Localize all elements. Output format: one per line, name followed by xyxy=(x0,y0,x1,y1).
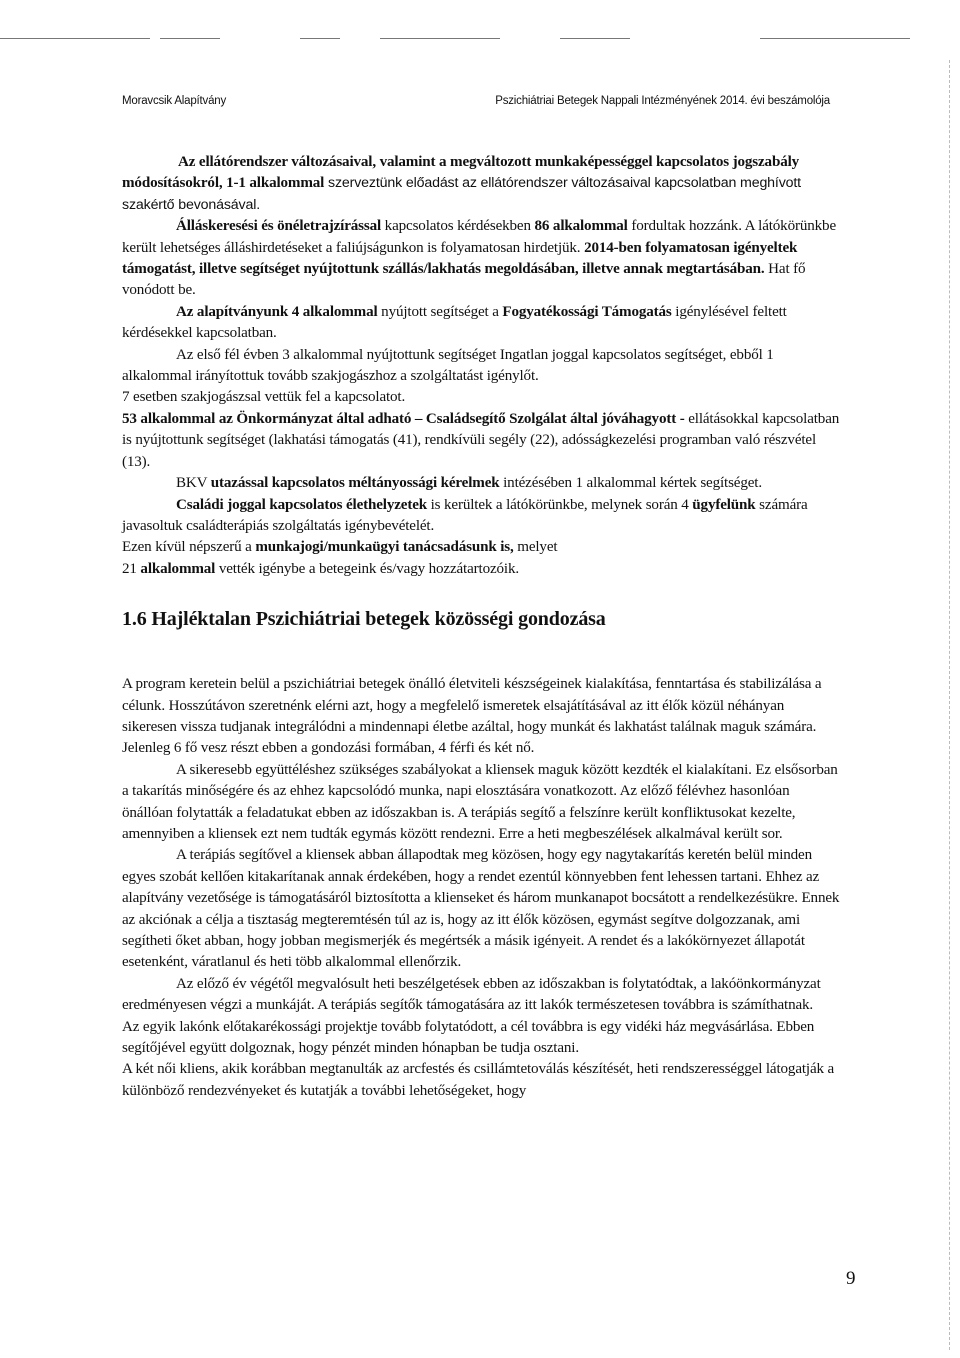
text: igénylésével feltett kérdésekkel kapcsolatban. xyxy=(122,303,787,342)
text: számára javasoltuk családterápiás szolgáltatás igénybevételét. xyxy=(122,496,808,534)
paragraph: A program keretein belül a pszichiátriai betegek önálló életviteli készségeinek kialakítása, fenntartása és stabilizálása a célunk. Hosszútávon szeretnénk elérni azt, hogy a megfelelő ismeretek elsajátításával az itt élők közül néhányan sikeresen vissza tudjanak integrálódni a mindennapi életbe azáltal, hogy munkát és lakhatást találnak maguk számára. Jelenleg 6 fő vesz részt ebben a gondozási formában, 4 férfi és két nő. xyxy=(122,676,822,757)
bold-text: Az alapítványunk 4 alkalommal xyxy=(176,303,378,320)
text: BKV xyxy=(176,475,211,492)
paragraph: Az egyik lakónk előtakarékossági projektje tovább folytatódott, a cél továbbra is egy vidéki ház megvásárlása. Ebben segítőjével együtt dolgoznak, hogy pénzét minden hónapban be tudja osztani. xyxy=(122,1018,815,1057)
bold-text: alkalommal xyxy=(140,560,216,577)
bold-text: 2014-ben folyamatosan igényeltek támogatást, illetve segítséget nyújtottunk szállás/lakhatás megoldásában, illetve annak megtartásában. xyxy=(122,239,798,278)
bold-text: Családi joggal kapcsolatos élethelyzetek xyxy=(176,496,427,513)
scan-artifact-side-line xyxy=(948,60,950,1350)
text: Hat fő vonódott be. xyxy=(122,261,806,299)
bold-text: munkajogi/munkaügyi tanácsadásunk is, xyxy=(255,539,514,556)
paragraph xyxy=(122,495,842,538)
scan-artifact-top-line xyxy=(0,38,960,48)
text: intézésében 1 alkalommal kértek segítséget. xyxy=(499,475,762,492)
text: szerveztünk előadást az ellátórendszer változásaival kapcsolatban meghívott szakértő bevonásával. xyxy=(122,175,801,213)
paragraph xyxy=(122,302,842,345)
text: fordultak hozzánk. A látókörünkbe került lehetséges álláshirdetéseket a faliújságunkon is folyamatosan hirdetjük. xyxy=(122,218,836,256)
header-organization: Moravcsik Alapítvány xyxy=(122,95,227,107)
paragraph xyxy=(122,345,842,388)
bold-text: 53 alkalommal az Önkormányzat által adható – Családsegítő Szolgálat által jóváhagyott - xyxy=(122,410,685,427)
header-report-title: Pszichiátriai Betegek Nappali Intézményének 2014. évi beszámolója xyxy=(495,95,830,107)
paragraph xyxy=(122,473,842,494)
paragraph xyxy=(122,216,842,302)
bold-text: Álláskeresési és önéletrajzírással xyxy=(176,218,382,235)
section-heading: 1.6 Hajléktalan Pszichiátriai betegek közösségi gondozása xyxy=(122,608,606,631)
paragraph: A terápiás segítővel a kliensek abban állapodtak meg közösen, hogy egy nagytakarítás keretén belül minden egyes szobát kellően kitakarítanak annak érdekében, hogy a rendet ezentúl könnyebben fent lehessen tartani. Ehhez az alapítvány vezetősége is támogatásáról biztosította a klienseket és három munkanapot bocsátott a rendelkezésükre. Ennek az akciónak a célja a tisztaság megteremtésén túl az is, hogy az itt élők közösen, egymást segítve dolgozzanak, ami segítheti őket abban, hogy jobban megismerjék és megértsék a másik igényeit. A rendet és a lakókörnyezet állapotát esetenként, váratlanul és heti több alkalommal ellenőrzik. xyxy=(122,847,840,971)
document-body xyxy=(122,152,842,1102)
paragraph xyxy=(122,387,842,408)
paragraph xyxy=(122,559,842,580)
paragraph: A két női kliens, akik korábban megtanulták az arcfestés és csillámtetoválás készítését, heti rendszerességgel látogatják a különböző rendezvényeket és kutatják a további lehetőségeket, hogy xyxy=(122,1061,835,1099)
text: melyet xyxy=(513,539,558,556)
paragraph: Az előző év végétől megvalósult heti beszélgetések ebben az időszakban is folytatódtak, a lakóönkormányzat eredményesen végzi a munkáját. A terápiás segítők támogatására az itt lakók természetesen továbbra is számíthatnak. xyxy=(122,975,821,1014)
text: kapcsolatos kérdésekben xyxy=(381,218,535,235)
paragraph xyxy=(122,152,842,216)
bold-text: ügyfelünk xyxy=(692,496,756,513)
page-number: 9 xyxy=(846,1268,856,1289)
text: Ezen kívül népszerű a xyxy=(122,539,256,556)
text: ellátásokkal kapcsolatban is nyújtottunk segítséget (lakhatási támogatás (41), rendkívüli segély (22), adósságkezelési programban való részvétel (13). xyxy=(122,410,840,470)
text: nyújtott segítséget a xyxy=(377,303,503,320)
bold-text: utazással kapcsolatos méltányossági kérelmek xyxy=(210,475,500,492)
text: is kerültek a látókörünkbe, melynek során 4 xyxy=(427,496,693,513)
text: Az első fél évben 3 alkalommal nyújtottunk segítséget Ingatlan joggal kapcsolatos segítséget, ebből 1 alkalommal irányítottuk tovább szakjogászhoz a szolgáltatást igénylőt. xyxy=(122,346,774,385)
bold-text: Fogyatékossági Támogatás xyxy=(502,303,672,320)
paragraph xyxy=(122,537,842,558)
bold-text: 86 alkalommal xyxy=(534,218,628,235)
paragraph: A sikeresebb együttéléshez szükséges szabályokat a kliensek maguk között kezdték el kialakítani. Ez elsősorban a takarítás minőségére és az ehhez kapcsolódó munka, napi elosztására vonatkozott. Az előző félévhez hasonlóan önállóan folytatták a feladatukat ebben az időszakban is. A terápiás segítő a felszínre került konfliktusokat kezelte, amennyiben a kliensek ezt nem tudták egymás között rendezni. Erre a heti megbeszélések alkalmával került sor. xyxy=(122,761,838,842)
text: 7 esetben szakjogászsal vettük fel a kapcsolatot. xyxy=(122,389,406,406)
bold-text: Az ellátórendszer változásaival, valamint a megváltozott munkaképességgel kapcsolatos jogszabály módosításokról, 1-1 alkalommal xyxy=(122,154,800,192)
paragraph xyxy=(122,409,842,473)
text: vették igénybe a betegeink és/vagy hozzátartozóik. xyxy=(215,560,519,577)
text: 21 xyxy=(122,560,141,577)
